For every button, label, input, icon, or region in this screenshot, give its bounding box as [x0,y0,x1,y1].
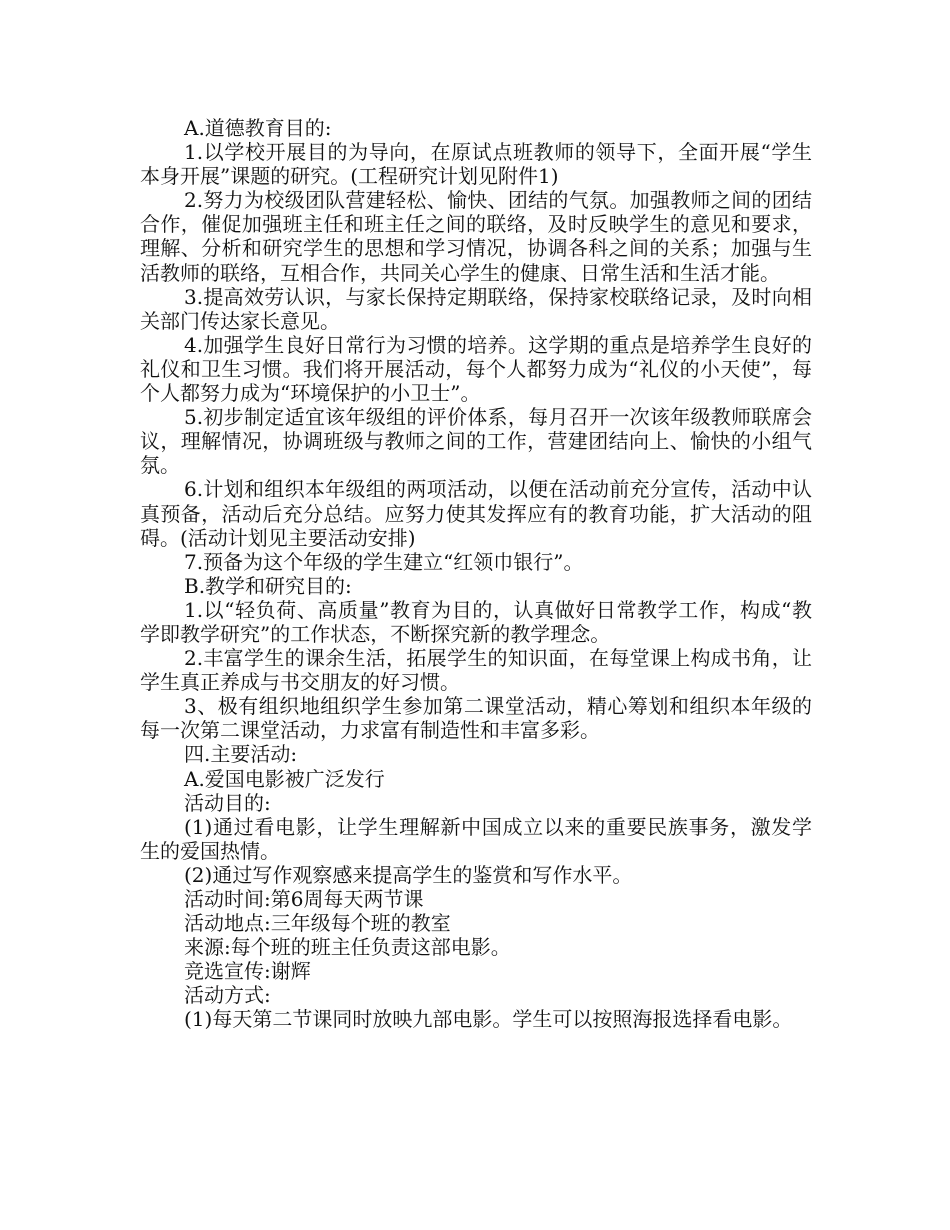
paragraph-moral-6: 6.计划和组织本年级组的两项活动，以便在活动前充分宣传，活动中认真预备，活动后充分总结。应努力使其发挥应有的教育功能，扩大活动的阻碍。(活动计划见主要活动安排) [140,477,812,550]
paragraph-moral-5: 5.初步制定适宜该年级组的评价体系，每月召开一次该年级教师联席会议，理解情况，协调班级与教师之间的工作，营建团结向上、愉快的小组气氛。 [140,405,812,478]
paragraph-moral-3: 3.提高效劳认识，与家长保持定期联络，保持家校联络记录，及时向相关部门传达家长意见。 [140,284,812,333]
document-body [140,116,812,1032]
paragraph-moral-heading: A.道德教育目的: [184,116,332,140]
paragraph-activity-a-title: A.爱国电影被广泛发行 [184,766,385,791]
paragraph-activity-method-label: 活动方式: [184,983,271,1008]
paragraph-teaching-2: 2.丰富学生的课余生活，拓展学生的知识面，在每堂课上构成书角，让学生真正养成与书交朋友的好习惯。 [140,646,812,695]
paragraph-teaching-heading: B.教学和研究目的: [184,573,352,598]
paragraph-activity-purpose-label: 活动目的: [184,790,271,815]
paragraph-moral-7: 7.预备为这个年级的学生建立“红领巾银行”。 [184,549,584,574]
paragraph-activity-publicity: 竞选宣传:谢辉 [184,959,311,984]
paragraph-activity-purpose-1: (1)通过看电影，让学生理解新中国成立以来的重要民族事务，激发学生的爱国热情。 [140,814,812,863]
paragraph-activity-purpose-2: (2)通过写作观察感来提高学生的鉴赏和写作水平。 [184,862,633,887]
paragraph-activity-source: 来源:每个班的班主任负责这部电影。 [184,935,511,960]
paragraph-activity-location: 活动地点:三年级每个班的教室 [184,911,451,936]
paragraph-moral-1: 1.以学校开展目的为导向，在原试点班教师的领导下，全面开展“学生本身开展”课题的研究。(工程研究计划见附件1) [140,140,812,189]
paragraph-moral-2: 2.努力为校级团队营建轻松、愉快、团结的气氛。加强教师之间的团结合作，催促加强班主任和班主任之间的联络，及时反映学生的意见和要求，理解、分析和研究学生的思想和学习情况，协调各科之间的关系；加强与生活教师的联络，互相合作，共同关心学生的健康、日常生活和生活才能。 [140,188,812,285]
paragraph-activity-method-1: (1)每天第二节课同时放映九部电影。学生可以按照海报选择看电影。 [184,1007,793,1032]
paragraph-teaching-1: 1.以“轻负荷、高质量”教育为目的，认真做好日常教学工作，构成“教学即教学研究”的工作状态，不断探究新的教学理念。 [140,597,812,646]
paragraph-teaching-3: 3、极有组织地组织学生参加第二课堂活动，精心筹划和组织本年级的每一次第二课堂活动，力求富有制造性和丰富多彩。 [140,694,812,743]
paragraph-activity-time: 活动时间:第6周每天两节课 [184,887,424,911]
paragraph-activities-heading: 四.主要活动: [184,742,298,767]
paragraph-moral-4: 4.加强学生良好日常行为习惯的培养。这学期的重点是培养学生良好的礼仪和卫生习惯。我们将开展活动，每个人都努力成为“礼仪的小天使”，每个人都努力成为“环境保护的小卫士”。 [140,332,812,406]
